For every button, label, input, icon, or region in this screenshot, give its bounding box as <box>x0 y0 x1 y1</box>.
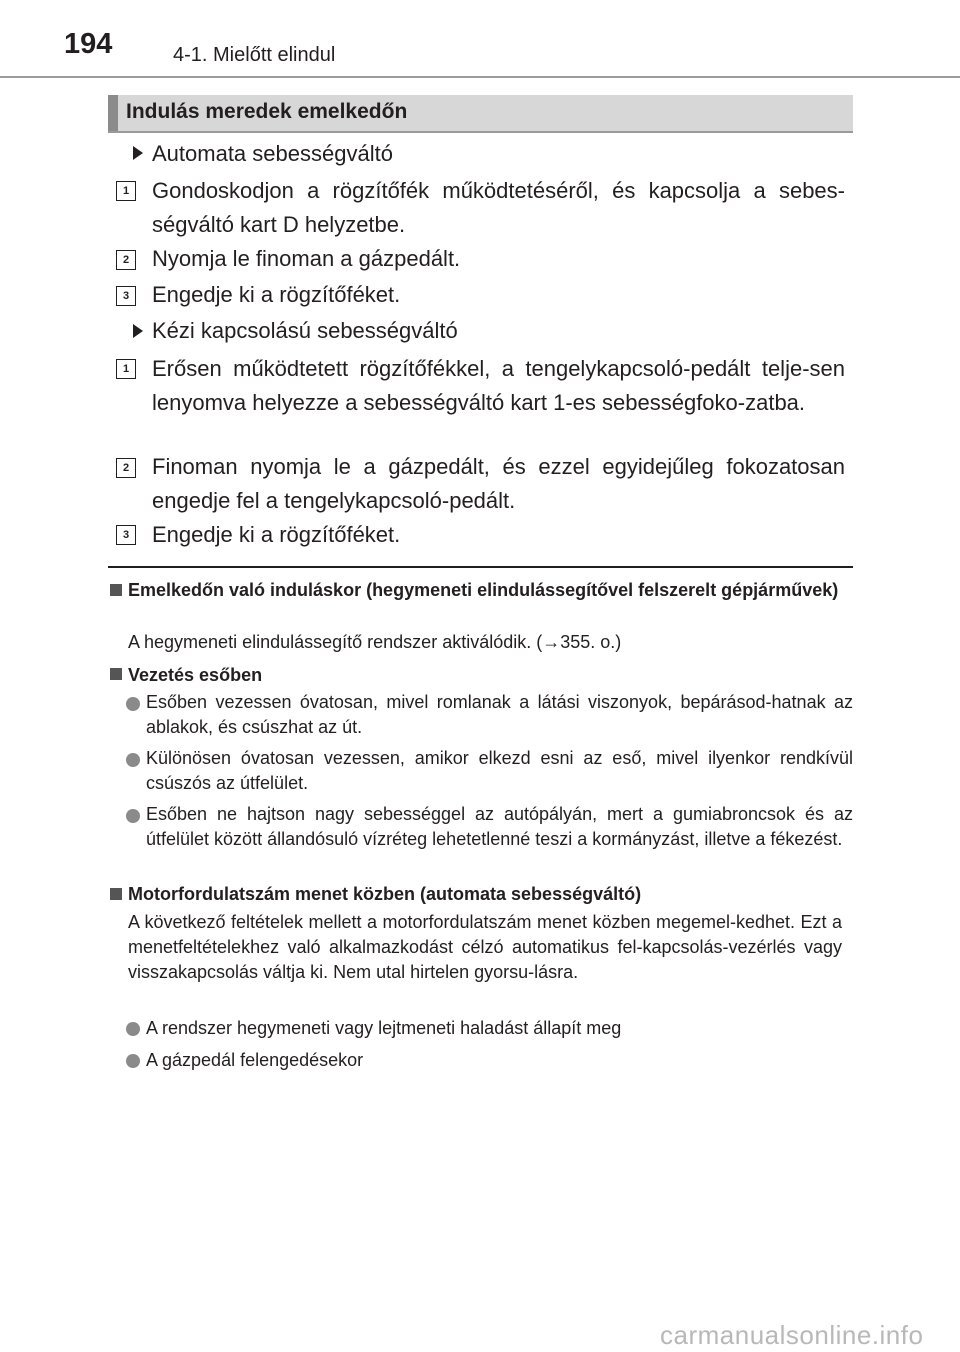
manual-heading: Kézi kapcsolású sebességváltó <box>152 318 458 343</box>
note-3-bullet-2: A gázpedál felengedésekor <box>146 1050 364 1070</box>
page-header <box>0 0 960 78</box>
bullet-dot-icon <box>126 809 140 823</box>
arrow-right-icon <box>133 146 143 160</box>
note-2-bullet-1: Esőben vezessen óvatosan, mivel romlanak a látási viszonyok, bepárásod-hatnak az ablakok, és csúszhat az út. <box>146 692 853 737</box>
section-title: Indulás meredek emelkedőn <box>126 100 408 123</box>
manual-step-2-number: 2 <box>116 458 136 478</box>
note-3-heading: Motorfordulatszám menet közben (automata sebességváltó) <box>128 884 642 904</box>
automatic-step-3-number: 3 <box>116 286 136 306</box>
note-square-icon <box>110 668 122 680</box>
note-square-icon <box>110 888 122 900</box>
note-2-bullet-3: Esőben ne hajtson nagy sebességgel az autópályán, mert a gumiabroncsok és az útfelület között állandósuló vízréteg lehetetlenné teszi a kormányzást, illetve a fékezést. <box>146 804 853 849</box>
header-rule <box>0 76 960 78</box>
note-square-icon <box>110 584 122 596</box>
section-title-accent <box>108 95 118 131</box>
watermark: carmanualsonline.info <box>660 1320 924 1350</box>
note-1-heading: Emelkedőn való induláskor (hegymeneti elindulássegítővel felszerelt gépjárművek) <box>128 580 839 600</box>
note-3-bullet-1: A rendszer hegymeneti vagy lejtmeneti haladást állapít meg <box>146 1018 622 1038</box>
bullet-dot-icon <box>126 697 140 711</box>
manual-step-3-text: Engedje ki a rögzítőféket. <box>152 522 401 547</box>
automatic-step-2-text: Nyomja le finoman a gázpedált. <box>152 246 461 271</box>
manual-step-2-text: Finoman nyomja le a gázpedált, és ezzel egyidejűleg fokozatosan engedje fel a tengelykapcsoló-pedált. <box>152 454 845 513</box>
page-number: 194 <box>64 28 113 60</box>
note-2-bullet-2: Különösen óvatosan vezessen, amikor elkezd esni az eső, mivel ilyenkor rendkívül csúszós az útfelület. <box>146 748 853 793</box>
automatic-heading: Automata sebességváltó <box>152 141 393 166</box>
note-3-text: A következő feltételek mellett a motorfordulatszám menet közben megemel-kedhet. Ezt a menetfeltételekhez való alkalmazkodást célzó automatikus fel-kapcsolás-vezérlés vagy visszakapcsolás váltja ki. Nem utal hirtelen gyorsu-lásra. <box>128 912 842 982</box>
manual-step-1-number: 1 <box>116 359 136 379</box>
section-divider <box>108 566 853 568</box>
arrow-right-icon <box>133 324 143 338</box>
bullet-dot-icon <box>126 1054 140 1068</box>
chapter-title: 4-1. Mielőtt elindul <box>173 44 336 66</box>
manual-step-3-number: 3 <box>116 525 136 545</box>
bullet-dot-icon <box>126 753 140 767</box>
bullet-dot-icon <box>126 1022 140 1036</box>
section-title-bar <box>108 95 853 133</box>
manual-step-1-text: Erősen működtetett rögzítőfékkel, a tengelykapcsoló-pedált telje-sen lenyomva helyezze a sebességváltó kart 1-es sebességfoko-zatba. <box>152 356 845 415</box>
note-2-heading: Vezetés esőben <box>128 665 263 685</box>
note-1-text: A hegymeneti elindulássegítő rendszer aktiválódik. (→355. o.) <box>128 632 622 652</box>
automatic-step-3-text: Engedje ki a rögzítőféket. <box>152 282 401 307</box>
automatic-step-1-text: Gondoskodjon a rögzítőfék működtetéséről, és kapcsolja a sebes-ségváltó kart D helyzetbe. <box>152 178 845 237</box>
automatic-step-1-number: 1 <box>116 181 136 201</box>
automatic-step-2-number: 2 <box>116 250 136 270</box>
